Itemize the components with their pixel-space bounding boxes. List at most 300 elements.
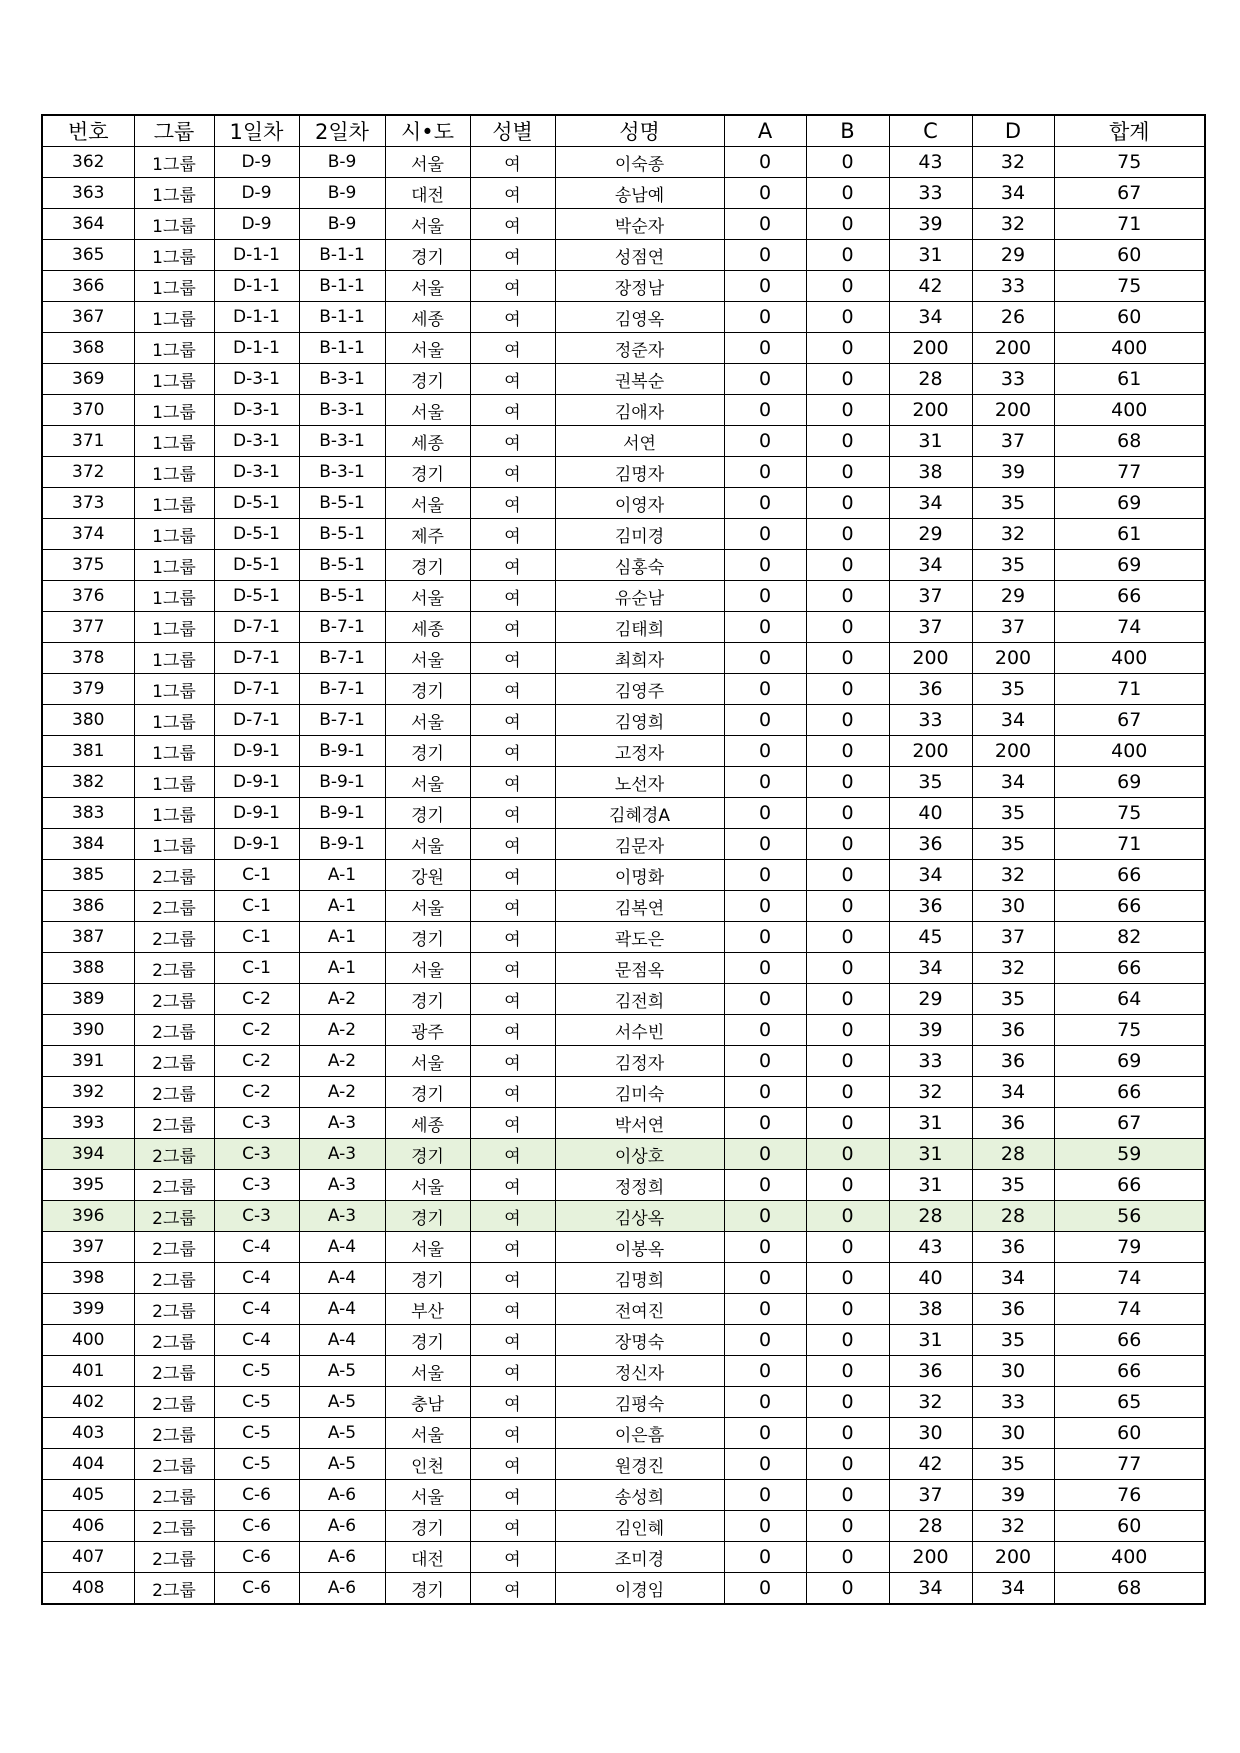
cell-gender: 여 bbox=[470, 1108, 555, 1139]
cell-name: 송남예 bbox=[555, 178, 724, 209]
cell-group: 1그룹 bbox=[134, 364, 214, 395]
table-row bbox=[42, 1263, 1205, 1294]
cell-c: 43 bbox=[889, 147, 972, 178]
cell-gender: 여 bbox=[470, 581, 555, 612]
cell-day2: B-9-1 bbox=[299, 829, 385, 860]
cell-number: 373 bbox=[42, 488, 134, 519]
cell-a: 0 bbox=[724, 1573, 806, 1605]
cell-total: 67 bbox=[1054, 178, 1205, 209]
cell-total: 75 bbox=[1054, 1015, 1205, 1046]
cell-name: 전여진 bbox=[555, 1294, 724, 1325]
table-row bbox=[42, 271, 1205, 302]
cell-name: 김미숙 bbox=[555, 1077, 724, 1108]
cell-day2: B-9-1 bbox=[299, 798, 385, 829]
table-row bbox=[42, 1108, 1205, 1139]
cell-number: 365 bbox=[42, 240, 134, 271]
cell-name: 이숙종 bbox=[555, 147, 724, 178]
cell-a: 0 bbox=[724, 612, 806, 643]
cell-b: 0 bbox=[806, 1294, 889, 1325]
cell-number: 378 bbox=[42, 643, 134, 674]
cell-number: 377 bbox=[42, 612, 134, 643]
cell-group: 1그룹 bbox=[134, 519, 214, 550]
cell-gender: 여 bbox=[470, 1015, 555, 1046]
cell-a: 0 bbox=[724, 333, 806, 364]
cell-day1: D-1-1 bbox=[214, 240, 299, 271]
table-row bbox=[42, 147, 1205, 178]
cell-day1: C-5 bbox=[214, 1418, 299, 1449]
cell-gender: 여 bbox=[470, 240, 555, 271]
cell-b: 0 bbox=[806, 953, 889, 984]
cell-d: 200 bbox=[972, 736, 1054, 767]
cell-name: 박서연 bbox=[555, 1108, 724, 1139]
cell-a: 0 bbox=[724, 550, 806, 581]
cell-b: 0 bbox=[806, 364, 889, 395]
cell-c: 33 bbox=[889, 705, 972, 736]
cell-day1: C-4 bbox=[214, 1263, 299, 1294]
cell-day1: D-3-1 bbox=[214, 364, 299, 395]
cell-region: 서울 bbox=[385, 1232, 470, 1263]
cell-number: 404 bbox=[42, 1449, 134, 1480]
cell-a: 0 bbox=[724, 829, 806, 860]
cell-b: 0 bbox=[806, 1542, 889, 1573]
cell-day2: B-1-1 bbox=[299, 271, 385, 302]
cell-gender: 여 bbox=[470, 395, 555, 426]
cell-region: 서울 bbox=[385, 953, 470, 984]
cell-gender: 여 bbox=[470, 147, 555, 178]
cell-group: 1그룹 bbox=[134, 209, 214, 240]
cell-total: 400 bbox=[1054, 643, 1205, 674]
cell-c: 36 bbox=[889, 1356, 972, 1387]
cell-region: 서울 bbox=[385, 891, 470, 922]
cell-number: 375 bbox=[42, 550, 134, 581]
cell-group: 1그룹 bbox=[134, 767, 214, 798]
cell-day1: C-1 bbox=[214, 953, 299, 984]
cell-region: 경기 bbox=[385, 550, 470, 581]
cell-day2: B-5-1 bbox=[299, 519, 385, 550]
cell-name: 김명희 bbox=[555, 1263, 724, 1294]
cell-region: 세종 bbox=[385, 612, 470, 643]
cell-total: 59 bbox=[1054, 1139, 1205, 1170]
cell-total: 82 bbox=[1054, 922, 1205, 953]
cell-d: 28 bbox=[972, 1201, 1054, 1232]
table-row bbox=[42, 364, 1205, 395]
table-row bbox=[42, 426, 1205, 457]
cell-total: 67 bbox=[1054, 1108, 1205, 1139]
cell-gender: 여 bbox=[470, 209, 555, 240]
table-row bbox=[42, 1046, 1205, 1077]
cell-day1: D-3-1 bbox=[214, 426, 299, 457]
cell-group: 1그룹 bbox=[134, 705, 214, 736]
cell-day2: A-6 bbox=[299, 1542, 385, 1573]
cell-d: 200 bbox=[972, 333, 1054, 364]
cell-region: 부산 bbox=[385, 1294, 470, 1325]
cell-a: 0 bbox=[724, 643, 806, 674]
cell-number: 366 bbox=[42, 271, 134, 302]
cell-name: 권복순 bbox=[555, 364, 724, 395]
cell-region: 경기 bbox=[385, 1263, 470, 1294]
table-row bbox=[42, 333, 1205, 364]
cell-c: 42 bbox=[889, 271, 972, 302]
cell-a: 0 bbox=[724, 581, 806, 612]
cell-d: 34 bbox=[972, 178, 1054, 209]
cell-b: 0 bbox=[806, 922, 889, 953]
cell-name: 이상호 bbox=[555, 1139, 724, 1170]
cell-d: 35 bbox=[972, 798, 1054, 829]
cell-day1: D-5-1 bbox=[214, 488, 299, 519]
col-header-day1: 1일차 bbox=[214, 115, 299, 147]
cell-a: 0 bbox=[724, 488, 806, 519]
cell-region: 경기 bbox=[385, 674, 470, 705]
cell-group: 2그룹 bbox=[134, 1108, 214, 1139]
cell-name: 고정자 bbox=[555, 736, 724, 767]
cell-c: 37 bbox=[889, 581, 972, 612]
cell-day1: C-3 bbox=[214, 1170, 299, 1201]
cell-c: 200 bbox=[889, 736, 972, 767]
cell-total: 69 bbox=[1054, 488, 1205, 519]
cell-region: 충남 bbox=[385, 1387, 470, 1418]
cell-a: 0 bbox=[724, 426, 806, 457]
cell-gender: 여 bbox=[470, 426, 555, 457]
cell-total: 66 bbox=[1054, 953, 1205, 984]
cell-d: 35 bbox=[972, 984, 1054, 1015]
cell-total: 60 bbox=[1054, 1418, 1205, 1449]
cell-d: 29 bbox=[972, 240, 1054, 271]
cell-day1: D-7-1 bbox=[214, 674, 299, 705]
cell-a: 0 bbox=[724, 1108, 806, 1139]
cell-group: 2그룹 bbox=[134, 1356, 214, 1387]
cell-d: 32 bbox=[972, 1511, 1054, 1542]
cell-day2: B-9 bbox=[299, 178, 385, 209]
cell-day1: D-9 bbox=[214, 209, 299, 240]
cell-gender: 여 bbox=[470, 1325, 555, 1356]
cell-d: 32 bbox=[972, 860, 1054, 891]
cell-name: 유순남 bbox=[555, 581, 724, 612]
cell-c: 43 bbox=[889, 1232, 972, 1263]
cell-number: 398 bbox=[42, 1263, 134, 1294]
cell-d: 35 bbox=[972, 550, 1054, 581]
cell-d: 200 bbox=[972, 395, 1054, 426]
cell-gender: 여 bbox=[470, 519, 555, 550]
cell-c: 31 bbox=[889, 1108, 972, 1139]
cell-total: 77 bbox=[1054, 457, 1205, 488]
cell-group: 2그룹 bbox=[134, 1418, 214, 1449]
cell-day1: C-2 bbox=[214, 984, 299, 1015]
cell-number: 363 bbox=[42, 178, 134, 209]
cell-day2: A-4 bbox=[299, 1232, 385, 1263]
cell-name: 김영희 bbox=[555, 705, 724, 736]
header-row bbox=[42, 115, 1205, 147]
cell-total: 69 bbox=[1054, 1046, 1205, 1077]
cell-group: 1그룹 bbox=[134, 736, 214, 767]
table-row bbox=[42, 984, 1205, 1015]
cell-name: 송성희 bbox=[555, 1480, 724, 1511]
cell-day2: B-1-1 bbox=[299, 333, 385, 364]
cell-a: 0 bbox=[724, 1449, 806, 1480]
cell-b: 0 bbox=[806, 798, 889, 829]
cell-c: 38 bbox=[889, 457, 972, 488]
cell-name: 정신자 bbox=[555, 1356, 724, 1387]
cell-day1: D-5-1 bbox=[214, 581, 299, 612]
cell-group: 1그룹 bbox=[134, 550, 214, 581]
cell-group: 2그룹 bbox=[134, 860, 214, 891]
cell-name: 이영자 bbox=[555, 488, 724, 519]
cell-gender: 여 bbox=[470, 891, 555, 922]
cell-number: 406 bbox=[42, 1511, 134, 1542]
cell-day1: C-2 bbox=[214, 1077, 299, 1108]
cell-region: 서울 bbox=[385, 209, 470, 240]
cell-gender: 여 bbox=[470, 922, 555, 953]
cell-a: 0 bbox=[724, 953, 806, 984]
cell-a: 0 bbox=[724, 271, 806, 302]
cell-b: 0 bbox=[806, 147, 889, 178]
cell-d: 33 bbox=[972, 271, 1054, 302]
cell-number: 370 bbox=[42, 395, 134, 426]
cell-day1: C-1 bbox=[214, 891, 299, 922]
table-row bbox=[42, 767, 1205, 798]
cell-day2: A-5 bbox=[299, 1356, 385, 1387]
cell-b: 0 bbox=[806, 891, 889, 922]
cell-d: 26 bbox=[972, 302, 1054, 333]
cell-group: 2그룹 bbox=[134, 953, 214, 984]
cell-day2: A-6 bbox=[299, 1573, 385, 1605]
table-row bbox=[42, 953, 1205, 984]
cell-total: 71 bbox=[1054, 674, 1205, 705]
cell-number: 374 bbox=[42, 519, 134, 550]
cell-d: 36 bbox=[972, 1232, 1054, 1263]
cell-region: 경기 bbox=[385, 984, 470, 1015]
cell-gender: 여 bbox=[470, 333, 555, 364]
cell-region: 서울 bbox=[385, 1480, 470, 1511]
cell-region: 경기 bbox=[385, 1139, 470, 1170]
cell-day2: A-4 bbox=[299, 1325, 385, 1356]
cell-b: 0 bbox=[806, 519, 889, 550]
cell-d: 30 bbox=[972, 1418, 1054, 1449]
cell-a: 0 bbox=[724, 240, 806, 271]
cell-day2: A-3 bbox=[299, 1139, 385, 1170]
cell-b: 0 bbox=[806, 240, 889, 271]
cell-day2: A-6 bbox=[299, 1511, 385, 1542]
cell-day2: A-3 bbox=[299, 1108, 385, 1139]
cell-d: 37 bbox=[972, 612, 1054, 643]
cell-c: 32 bbox=[889, 1077, 972, 1108]
cell-day1: D-1-1 bbox=[214, 302, 299, 333]
cell-name: 김태희 bbox=[555, 612, 724, 643]
cell-gender: 여 bbox=[470, 550, 555, 581]
cell-total: 75 bbox=[1054, 798, 1205, 829]
cell-total: 71 bbox=[1054, 209, 1205, 240]
cell-total: 71 bbox=[1054, 829, 1205, 860]
cell-region: 세종 bbox=[385, 302, 470, 333]
cell-d: 35 bbox=[972, 488, 1054, 519]
cell-group: 1그룹 bbox=[134, 147, 214, 178]
cell-group: 1그룹 bbox=[134, 829, 214, 860]
col-header-name: 성명 bbox=[555, 115, 724, 147]
cell-d: 34 bbox=[972, 1263, 1054, 1294]
cell-total: 66 bbox=[1054, 860, 1205, 891]
cell-c: 34 bbox=[889, 1573, 972, 1605]
cell-number: 382 bbox=[42, 767, 134, 798]
cell-group: 1그룹 bbox=[134, 798, 214, 829]
cell-b: 0 bbox=[806, 643, 889, 674]
cell-region: 대전 bbox=[385, 178, 470, 209]
cell-region: 서울 bbox=[385, 643, 470, 674]
cell-a: 0 bbox=[724, 1418, 806, 1449]
cell-total: 74 bbox=[1054, 612, 1205, 643]
cell-number: 369 bbox=[42, 364, 134, 395]
cell-c: 40 bbox=[889, 1263, 972, 1294]
table-row bbox=[42, 1232, 1205, 1263]
cell-group: 1그룹 bbox=[134, 674, 214, 705]
cell-c: 200 bbox=[889, 643, 972, 674]
cell-number: 388 bbox=[42, 953, 134, 984]
cell-d: 34 bbox=[972, 1573, 1054, 1605]
cell-region: 경기 bbox=[385, 922, 470, 953]
cell-group: 1그룹 bbox=[134, 178, 214, 209]
cell-a: 0 bbox=[724, 1046, 806, 1077]
cell-a: 0 bbox=[724, 1139, 806, 1170]
cell-b: 0 bbox=[806, 705, 889, 736]
cell-c: 45 bbox=[889, 922, 972, 953]
cell-region: 광주 bbox=[385, 1015, 470, 1046]
cell-group: 1그룹 bbox=[134, 488, 214, 519]
cell-name: 정정희 bbox=[555, 1170, 724, 1201]
cell-gender: 여 bbox=[470, 1418, 555, 1449]
table-row bbox=[42, 1418, 1205, 1449]
cell-day1: C-3 bbox=[214, 1108, 299, 1139]
cell-b: 0 bbox=[806, 1201, 889, 1232]
cell-gender: 여 bbox=[470, 643, 555, 674]
cell-b: 0 bbox=[806, 1418, 889, 1449]
cell-gender: 여 bbox=[470, 1046, 555, 1077]
cell-b: 0 bbox=[806, 1015, 889, 1046]
cell-total: 60 bbox=[1054, 1511, 1205, 1542]
cell-region: 서울 bbox=[385, 705, 470, 736]
cell-day2: A-1 bbox=[299, 953, 385, 984]
cell-group: 2그룹 bbox=[134, 1325, 214, 1356]
cell-day2: B-1-1 bbox=[299, 240, 385, 271]
cell-total: 74 bbox=[1054, 1263, 1205, 1294]
cell-group: 2그룹 bbox=[134, 1573, 214, 1605]
cell-region: 경기 bbox=[385, 1511, 470, 1542]
cell-region: 경기 bbox=[385, 364, 470, 395]
cell-d: 39 bbox=[972, 1480, 1054, 1511]
cell-region: 제주 bbox=[385, 519, 470, 550]
cell-d: 35 bbox=[972, 829, 1054, 860]
cell-d: 29 bbox=[972, 581, 1054, 612]
cell-b: 0 bbox=[806, 1263, 889, 1294]
cell-gender: 여 bbox=[470, 1294, 555, 1325]
cell-gender: 여 bbox=[470, 798, 555, 829]
cell-b: 0 bbox=[806, 1077, 889, 1108]
cell-a: 0 bbox=[724, 922, 806, 953]
cell-number: 372 bbox=[42, 457, 134, 488]
cell-number: 396 bbox=[42, 1201, 134, 1232]
cell-b: 0 bbox=[806, 271, 889, 302]
cell-total: 400 bbox=[1054, 736, 1205, 767]
cell-name: 이경임 bbox=[555, 1573, 724, 1605]
cell-a: 0 bbox=[724, 178, 806, 209]
cell-day1: C-1 bbox=[214, 860, 299, 891]
cell-day1: C-6 bbox=[214, 1542, 299, 1573]
cell-day2: B-7-1 bbox=[299, 612, 385, 643]
cell-group: 2그룹 bbox=[134, 1170, 214, 1201]
cell-group: 2그룹 bbox=[134, 1139, 214, 1170]
table-row bbox=[42, 891, 1205, 922]
cell-d: 36 bbox=[972, 1015, 1054, 1046]
cell-day2: A-2 bbox=[299, 984, 385, 1015]
cell-b: 0 bbox=[806, 426, 889, 457]
cell-c: 29 bbox=[889, 519, 972, 550]
cell-number: 362 bbox=[42, 147, 134, 178]
cell-day1: C-3 bbox=[214, 1201, 299, 1232]
cell-group: 1그룹 bbox=[134, 426, 214, 457]
cell-d: 35 bbox=[972, 1449, 1054, 1480]
cell-day1: D-1-1 bbox=[214, 333, 299, 364]
cell-number: 401 bbox=[42, 1356, 134, 1387]
table-row bbox=[42, 1325, 1205, 1356]
cell-region: 서울 bbox=[385, 581, 470, 612]
table-row bbox=[42, 1077, 1205, 1108]
cell-day2: A-5 bbox=[299, 1418, 385, 1449]
cell-number: 391 bbox=[42, 1046, 134, 1077]
cell-region: 서울 bbox=[385, 271, 470, 302]
cell-c: 37 bbox=[889, 1480, 972, 1511]
cell-c: 38 bbox=[889, 1294, 972, 1325]
cell-name: 김평숙 bbox=[555, 1387, 724, 1418]
col-header-a: A bbox=[724, 115, 806, 147]
cell-region: 경기 bbox=[385, 736, 470, 767]
cell-c: 33 bbox=[889, 1046, 972, 1077]
cell-number: 390 bbox=[42, 1015, 134, 1046]
cell-group: 2그룹 bbox=[134, 1449, 214, 1480]
cell-b: 0 bbox=[806, 581, 889, 612]
cell-region: 서울 bbox=[385, 1418, 470, 1449]
table-row bbox=[42, 1201, 1205, 1232]
cell-a: 0 bbox=[724, 705, 806, 736]
cell-group: 2그룹 bbox=[134, 1511, 214, 1542]
cell-total: 66 bbox=[1054, 1170, 1205, 1201]
cell-a: 0 bbox=[724, 1480, 806, 1511]
cell-c: 37 bbox=[889, 612, 972, 643]
cell-day2: B-7-1 bbox=[299, 643, 385, 674]
cell-region: 서울 bbox=[385, 767, 470, 798]
table-row bbox=[42, 1542, 1205, 1573]
col-header-group: 그룹 bbox=[134, 115, 214, 147]
cell-number: 403 bbox=[42, 1418, 134, 1449]
cell-region: 경기 bbox=[385, 1573, 470, 1605]
cell-name: 김영주 bbox=[555, 674, 724, 705]
cell-a: 0 bbox=[724, 736, 806, 767]
cell-c: 40 bbox=[889, 798, 972, 829]
cell-a: 0 bbox=[724, 209, 806, 240]
cell-name: 김명자 bbox=[555, 457, 724, 488]
col-header-b: B bbox=[806, 115, 889, 147]
cell-total: 61 bbox=[1054, 519, 1205, 550]
cell-group: 2그룹 bbox=[134, 1201, 214, 1232]
cell-group: 2그룹 bbox=[134, 922, 214, 953]
table-body bbox=[42, 147, 1205, 1605]
cell-c: 31 bbox=[889, 1170, 972, 1201]
cell-day1: D-7-1 bbox=[214, 612, 299, 643]
cell-c: 31 bbox=[889, 1325, 972, 1356]
table-row bbox=[42, 457, 1205, 488]
table-row bbox=[42, 550, 1205, 581]
table-row bbox=[42, 1139, 1205, 1170]
cell-day1: C-1 bbox=[214, 922, 299, 953]
cell-b: 0 bbox=[806, 612, 889, 643]
cell-name: 김상옥 bbox=[555, 1201, 724, 1232]
cell-day1: C-3 bbox=[214, 1139, 299, 1170]
